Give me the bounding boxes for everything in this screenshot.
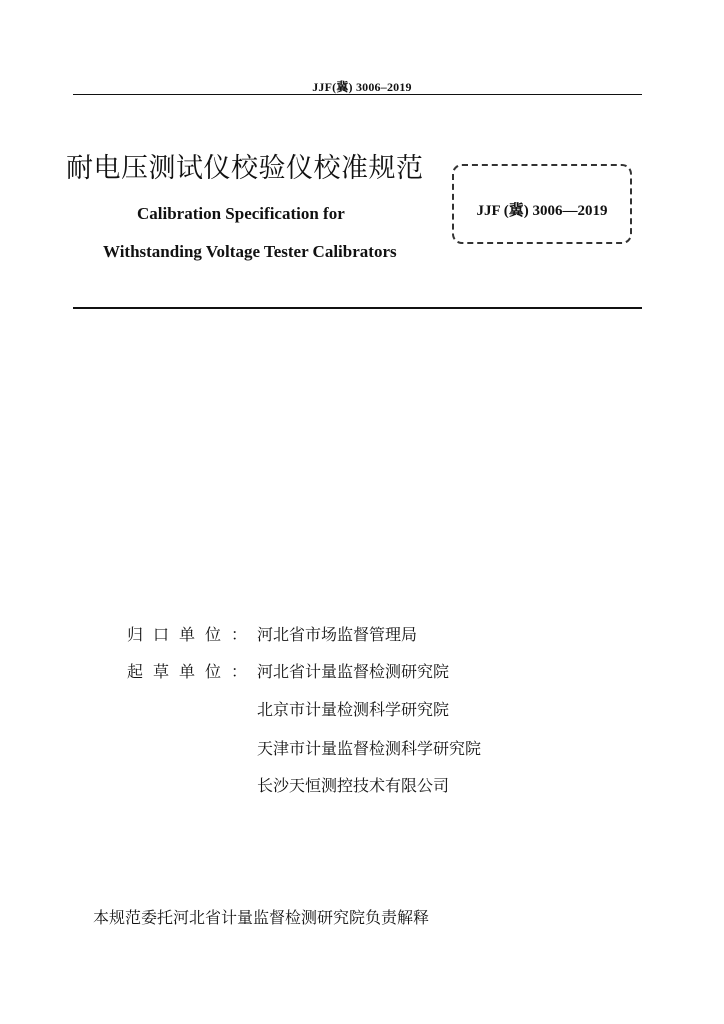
drafting-unit-1: 河北省计量监督检测研究院 — [257, 662, 450, 681]
standard-code-text: JJF (冀) 3006—2019 — [476, 203, 608, 219]
title-english-line2: Withstanding Voltage Tester Calibrators — [103, 242, 397, 261]
title-chinese: 耐电压测试仪校验仪校准规范 — [66, 153, 424, 184]
standard-code-box — [452, 164, 632, 244]
drafting-unit-label: 起草单位： — [127, 662, 258, 681]
header-divider — [73, 94, 642, 95]
drafting-unit-4: 长沙天恒测控技术有限公司 — [257, 776, 450, 795]
drafting-unit-3: 天津市计量监督检测科学研究院 — [257, 739, 482, 758]
header-document-code: JJF(冀) 3006–2019 — [312, 80, 412, 94]
responsible-unit-label: 归口单位： — [127, 625, 258, 644]
title-english-line1: Calibration Specification for — [137, 204, 345, 223]
drafting-unit-2: 北京市计量检测科学研究院 — [257, 700, 450, 719]
title-divider — [73, 307, 642, 309]
interpretation-note: 本规范委托河北省计量监督检测研究院负责解释 — [93, 908, 430, 927]
responsible-unit-value: 河北省市场监督管理局 — [257, 625, 418, 644]
